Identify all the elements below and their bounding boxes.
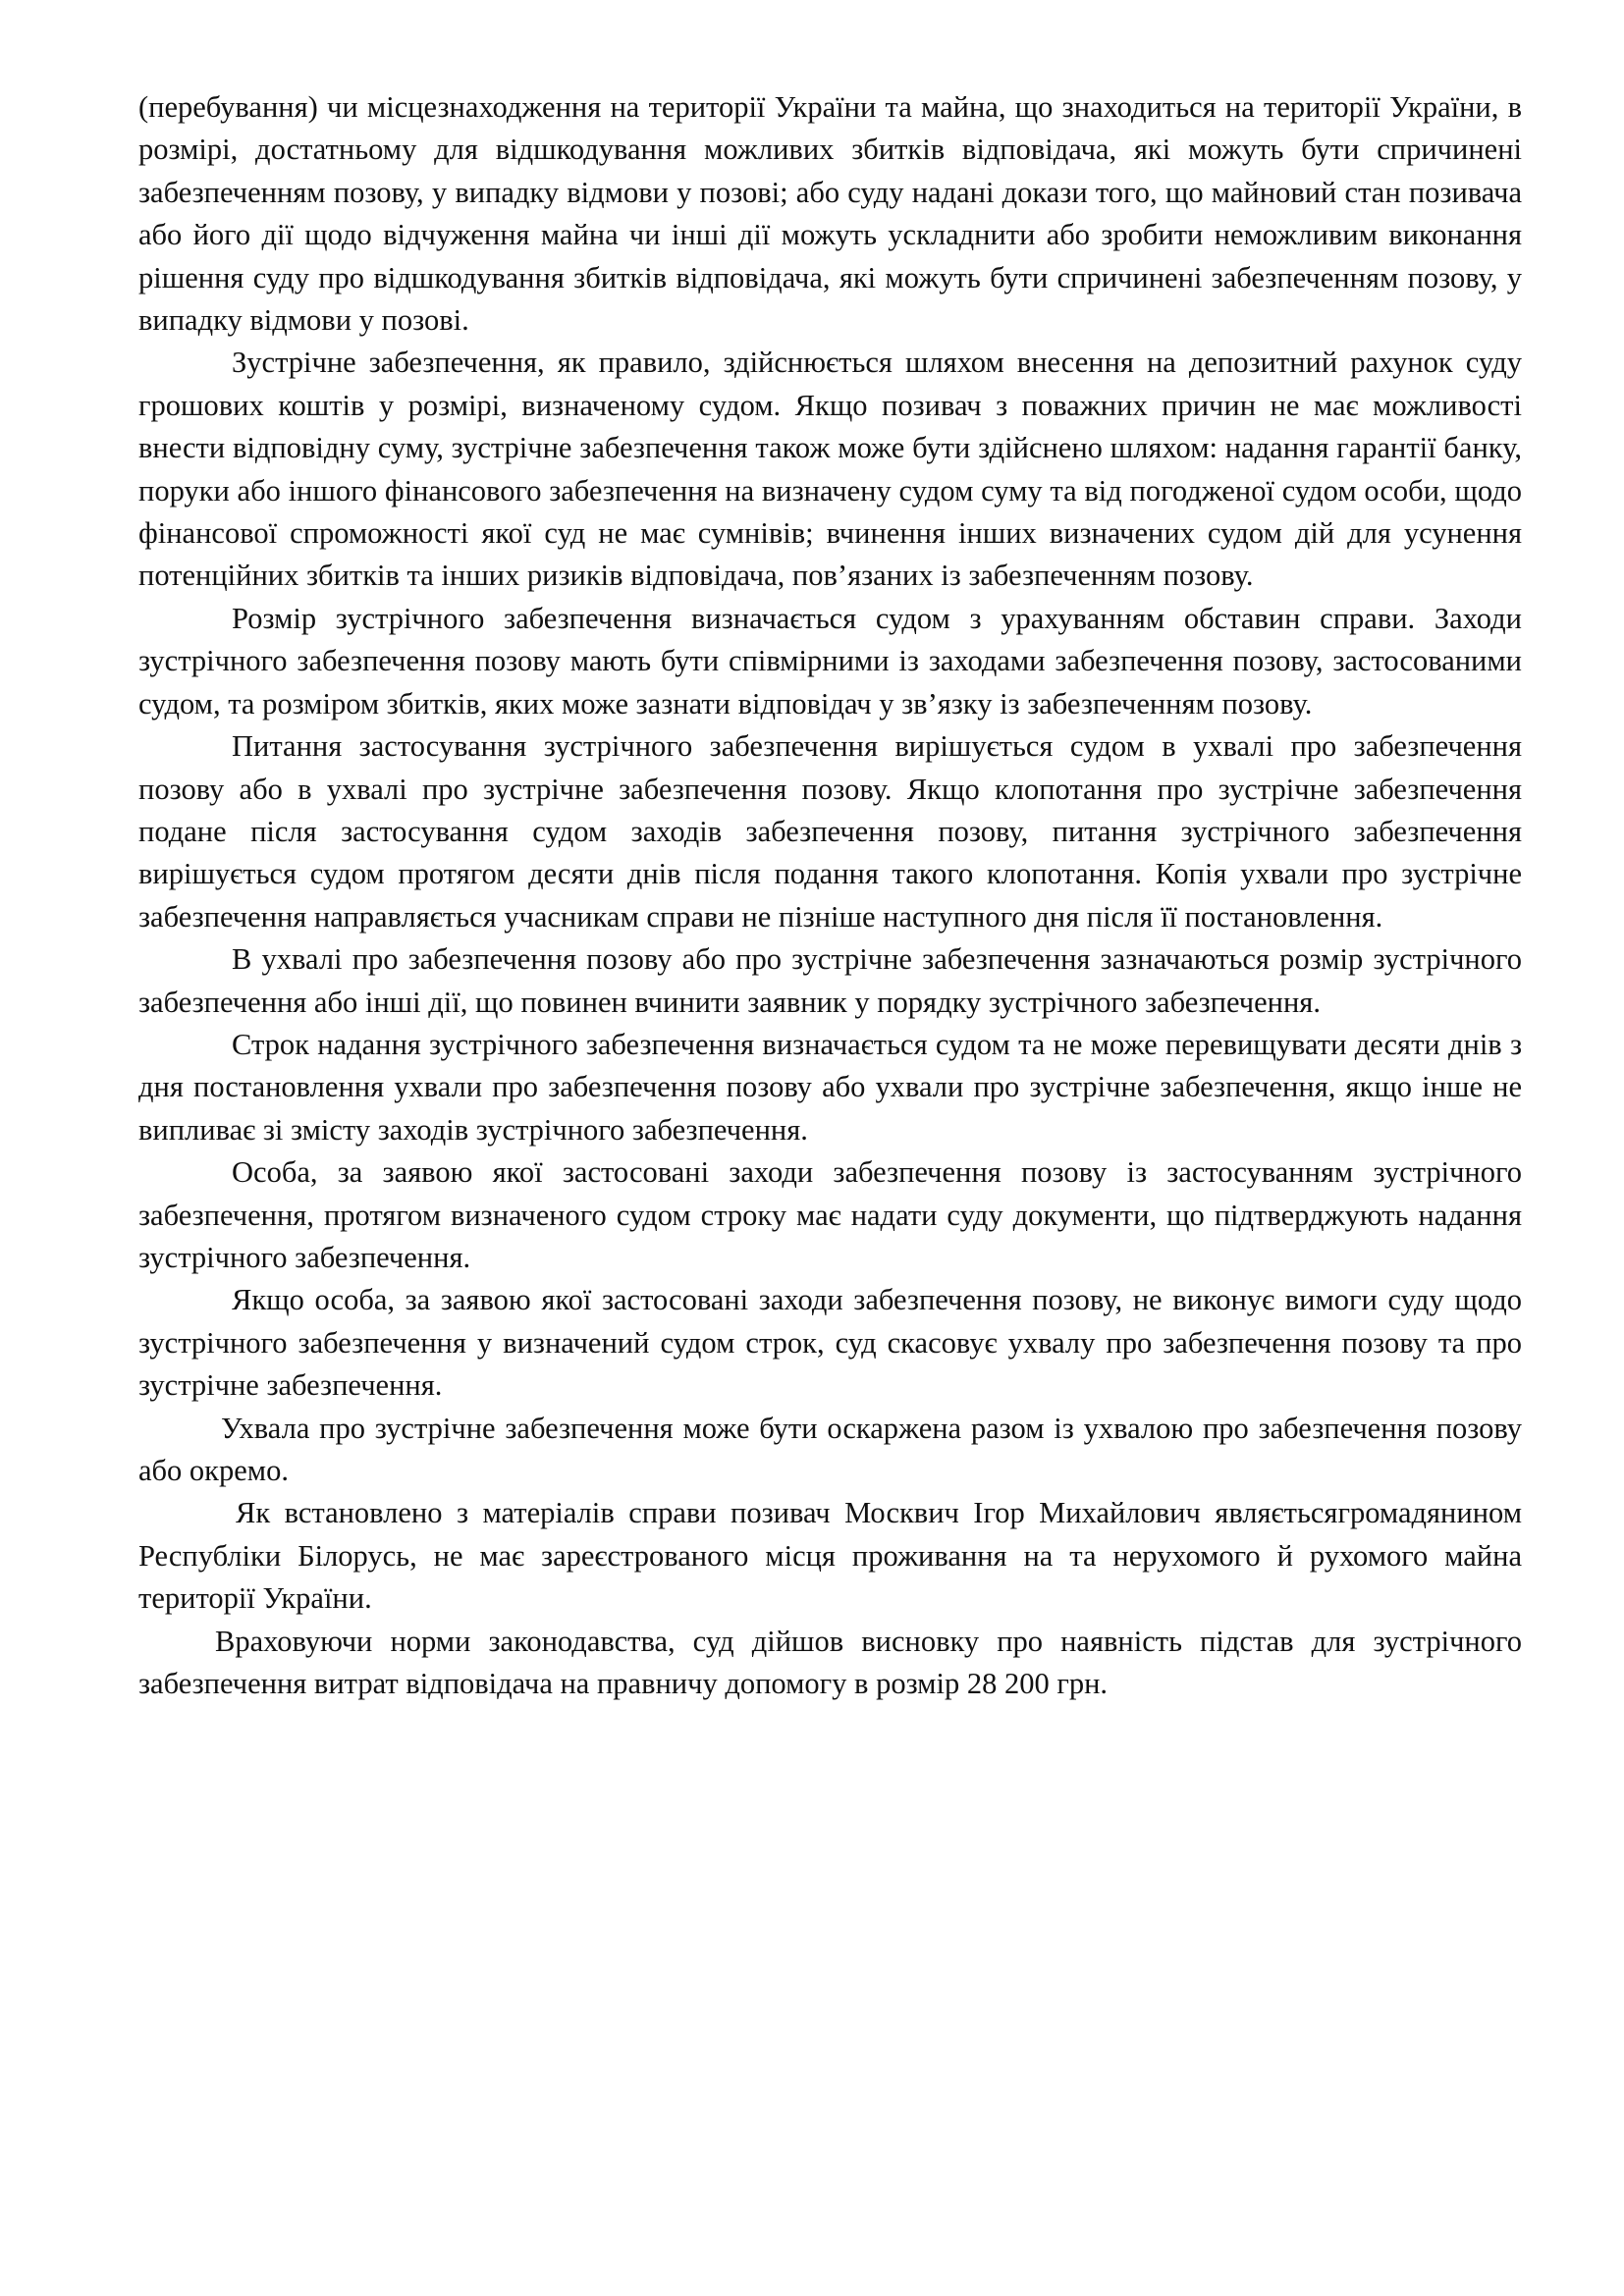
paragraph-non-compliance: Якщо особа, за заявою якої застосовані заходи забезпечення позову, не виконує вимоги суду щодо зустрічного забезпечення у визначений судом строк, суд скасовує ухвалу про забезпечення позову та про зустрічне забезпечення. <box>138 1283 1522 1403</box>
paragraph-documents: Особа, за заявою якої застосовані заходи забезпечення позову із застосуванням зустрічного забезпечення, протягом визначеного судом строку має надати суду документи, що підтверджують надання зустрічного забезпечення. <box>138 1155 1522 1274</box>
document-page <box>138 86 1522 1705</box>
paragraph-counter-security-methods: Зустрічне забезпечення, як правило, здійснюється шляхом внесення на депозитний рахунок суду грошових коштів у розмірі, визначеному судом. Якщо позивач з поважних причин не має можливості внести відповідну суму, зустрічне забезпечення також може бути здійснено шляхом: надання гарантії банку, поруки або іншого фінансового забезпечення на визначену судом суму та від погодженої судом особи, щодо фінансової спроможності якої суд не має сумнівів; вчинення інших визначених судом дій для усунення потенційних збитків та інших ризиків відповідача, пов’язаних із забезпеченням позову. <box>138 346 1522 593</box>
paragraph-case-facts: Як встановлено з матеріалів справи позивач Москвич Ігор Михайлович являєтьсягромадянином Республіки Білорусь, не має зареєстрованого місця проживання на та нерухомого й рухомого майна території України. <box>138 1496 1522 1616</box>
paragraph-counter-security-application: Питання застосування зустрічного забезпечення вирішується судом в ухвалі про забезпечення позову або в ухвалі про зустрічне забезпечення позову. Якщо клопотання про зустрічне забезпечення подане після застосування судом заходів забезпечення позову, питання зустрічного забезпечення вирішується судом протягом десяти днів після подання такого клопотання. Копія ухвали про зустрічне забезпечення направляється учасникам справи не пізніше наступного дня після її постановлення. <box>138 729 1522 934</box>
paragraph-conclusion: Враховуючи норми законодавства, суд дійшов висновку про наявність підстав для зустрічного забезпечення витрат відповідача на правничу допомогу в розмір 28 200 грн. <box>138 1624 1522 1701</box>
paragraph-appeal: Ухвала про зустрічне забезпечення може бути оскаржена разом із ухвалою про забезпечення позову або окремо. <box>138 1411 1522 1487</box>
paragraph-ruling-contents: В ухвалі про забезпечення позову або про зустрічне забезпечення зазначаються розмір зустрічного забезпечення або інші дії, що повинен вчинити заявник у порядку зустрічного забезпечення. <box>138 942 1522 1019</box>
paragraph-continuation-security-conditions: (перебування) чи місцезнаходження на території України та майна, що знаходиться на території України, в розмірі, достатньому для відшкодування можливих збитків відповідача, які можуть бути спричинені забезпеченням позову, у випадку відмови у позові; або суду надані докази того, що майновий стан позивача або його дії щодо відчуження майна чи інші дії можуть ускладнити або зробити неможливим виконання рішення суду про відшкодування збитків відповідача, які можуть бути спричинені забезпеченням позову, у випадку відмови у позові. <box>138 90 1522 338</box>
paragraph-term: Строк надання зустрічного забезпечення визначається судом та не може перевищувати десяти днів з дня постановлення ухвали про забезпечення позову або ухвали про зустрічне забезпечення, якщо інше не випливає зі змісту заходів зустрічного забезпечення. <box>138 1027 1522 1147</box>
paragraph-counter-security-amount: Розмір зустрічного забезпечення визначається судом з урахуванням обставин справи. Заходи зустрічного забезпечення позову мають бути співмірними із заходами забезпечення позову, застосованими судом, та розміром збитків, яких може зазнати відповідач у зв’язку із забезпеченням позову. <box>138 601 1522 721</box>
